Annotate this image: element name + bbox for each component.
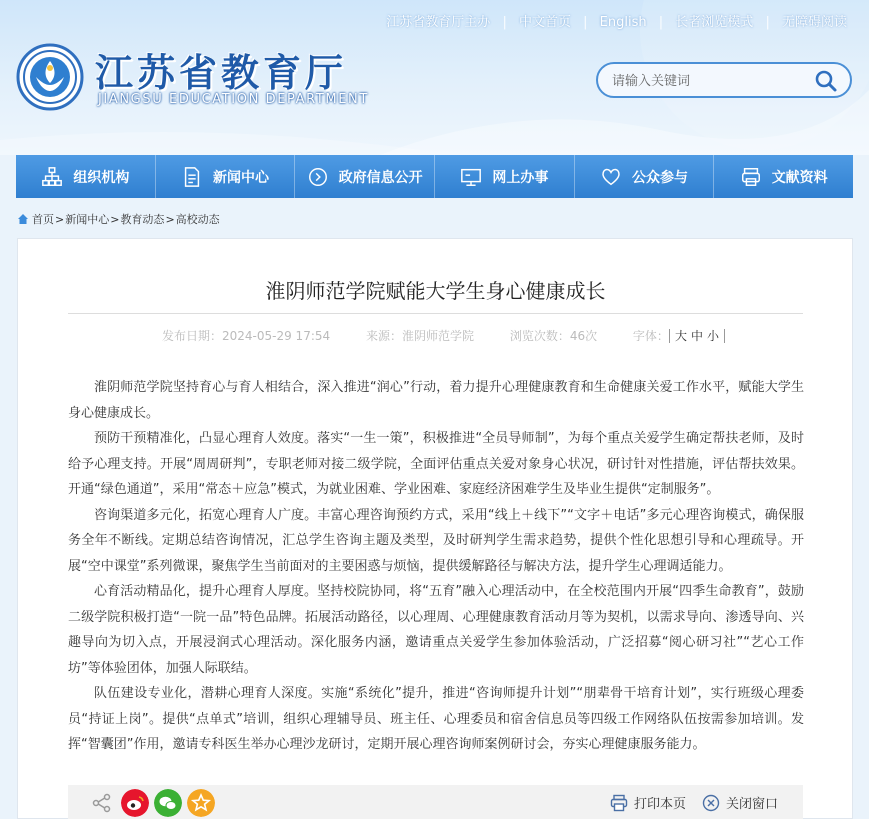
nav-item-gov-info[interactable] [295, 155, 435, 198]
org-chart-icon [41, 166, 63, 188]
font-size-large[interactable]: 大 [674, 329, 687, 343]
breadcrumb-university-news[interactable]: 高校动态 [175, 213, 220, 226]
font-size-controls [669, 329, 725, 343]
site-header [0, 0, 869, 155]
nav-item-label: 网上办事 [492, 169, 549, 186]
article-title: 淮阴师范学院赋能大学生身心健康成长 [265, 279, 606, 303]
printer-icon [610, 794, 628, 812]
nav-item-label: 新闻中心 [213, 169, 269, 186]
breadcrumb-education-news[interactable]: 教育动态 [120, 213, 165, 226]
publish-date: 发布日期：2024-05-29 17:54 [162, 329, 331, 343]
search-icon[interactable] [814, 69, 838, 93]
breadcrumb-separator: > [110, 212, 120, 226]
close-label: 关闭窗口 [726, 797, 779, 812]
main-nav [16, 155, 853, 198]
article-paragraph: 预防干预精准化，凸显心理育人效度。落实“一生一策”，积极推进“全员导师制”，为每个重点关爱学生确定帮扶老师，及时给予心理支持。开展“周周研判”，专职老师对接二级学院，全面评估重点关爱对象身心状况，研讨针对性措施，评估帮扶效果。开通“绿色通道”，采用“常态＋应急”模式，为就业困难、学业困难、家庭经济困难学生及毕业生提供“定制服务”。 [68, 431, 804, 497]
site-logo-subtitle: JIANGSU EDUCATION DEPARTMENT [98, 92, 369, 107]
article-paragraph: 队伍建设专业化，潜耕心理育人深度。实施“系统化”提升，推进“咨询师提升计划”“朋辈骨干培育计划”，实行班级心理委员“持证上岗”。提供“点单式”培训，组织心理辅导员、班主任、心理委员和宿舍信息员等四级工作网络队伍按需参加培训。发挥“智囊团”作用，邀请专科医生举办心理沙龙研讨，定期开展心理咨询师案例研讨会，夯实心理健康服务能力。 [68, 686, 804, 752]
view-count: 浏览次数：46次 [509, 329, 598, 343]
print-label: 打印本页 [634, 797, 687, 812]
share-toolbar [68, 785, 803, 819]
breadcrumb-separator: > [55, 212, 65, 226]
search-box [596, 62, 852, 98]
site-logo-title[interactable]: 江苏省教育厅 [95, 50, 348, 95]
print-button[interactable] [610, 793, 686, 812]
top-links [386, 11, 847, 30]
education-department-emblem-icon [16, 43, 84, 111]
english-link[interactable]: English [599, 15, 647, 30]
breadcrumb-news-center[interactable]: 新闻中心 [65, 213, 110, 226]
article-paragraph: 淮阴师范学院坚持育心与育人相结合，深入推进“润心”行动，着力提升心理健康教育和生命健康关爱工作水平，赋能大学生身心健康成长。 [68, 380, 804, 421]
close-window-button[interactable] [702, 793, 778, 812]
wechat-icon[interactable] [154, 789, 182, 817]
breadcrumb-separator: > [165, 212, 175, 226]
breadcrumb-home[interactable]: 首页 [32, 213, 54, 226]
document-icon [181, 166, 203, 188]
font-size-medium[interactable]: 中 [690, 329, 703, 343]
weibo-icon[interactable] [121, 789, 149, 817]
article-body [68, 375, 804, 758]
monitor-icon [460, 166, 482, 188]
nav-item-label: 文献资料 [771, 169, 828, 186]
divider: | [583, 15, 588, 30]
article-meta [68, 327, 803, 344]
breadcrumb [17, 211, 220, 227]
font-size-label: 字体： [632, 329, 669, 343]
elder-mode-link[interactable]: 长者浏览模式 [675, 15, 754, 30]
home-icon [17, 213, 29, 225]
nav-item-label: 公众参与 [632, 169, 689, 186]
search-input[interactable] [612, 71, 802, 91]
nav-item-news[interactable] [156, 155, 296, 198]
host-link[interactable]: 江苏省教育厅主办 [386, 15, 491, 30]
nav-item-label: 政府信息公开 [338, 169, 423, 186]
article-paragraph: 咨询渠道多元化，拓宽心理育人广度。丰富心理咨询预约方式，采用“线上＋线下”“文字＋电话”多元心理咨询模式，确保服务全年不断线。定期总结咨询情况，汇总学生咨询主题及类型，及时研判学生需求趋势，提供个性化思想引导和心理疏导。开展“空中课堂”系列微课，聚焦学生当前面对的主要困惑与烦恼，提供缓解路径与解决方法，提升学生心理调适能力。 [68, 507, 804, 574]
nav-item-documents[interactable] [714, 155, 853, 198]
favorite-star-icon[interactable] [187, 789, 215, 817]
close-icon [702, 794, 720, 812]
nav-item-organization[interactable] [16, 155, 156, 198]
heart-icon [600, 166, 622, 188]
divider: | [658, 15, 664, 30]
article-paragraph: 心育活动精品化，提升心理育人厚度。坚持校院协同，将“五育”融入心理活动中，在全校范围内开展“四季生命教育”，鼓励二级学院积极打造“一院一品”特色品牌。拓展活动路径，以心理周、心理健康教育活动月等为契机，以需求导向、渗透导向、兴趣导向为切入点，开展浸润式心理活动。深化服务内涵，邀请重点关爱学生参加体验活动，广泛招募“阅心研习社”“艺心工作坊”等体验团体，加强人际联结。 [68, 584, 804, 676]
divider: | [502, 15, 507, 30]
chinese-home-link[interactable]: 中文首页 [518, 15, 571, 30]
article-source: 来源：淮阴师范学院 [365, 329, 474, 343]
info-circle-icon [307, 166, 329, 188]
accessibility-link[interactable]: 无障碍阅读 [781, 15, 847, 30]
nav-item-online-services[interactable] [435, 155, 575, 198]
title-divider [68, 313, 803, 314]
printer-files-icon [740, 166, 762, 188]
article-panel [17, 238, 853, 819]
divider: | [765, 15, 770, 30]
nav-item-public-participation[interactable] [575, 155, 715, 198]
font-size-small[interactable]: 小 [706, 329, 719, 343]
share-icon[interactable] [90, 791, 114, 815]
nav-item-label: 组织机构 [73, 169, 130, 186]
